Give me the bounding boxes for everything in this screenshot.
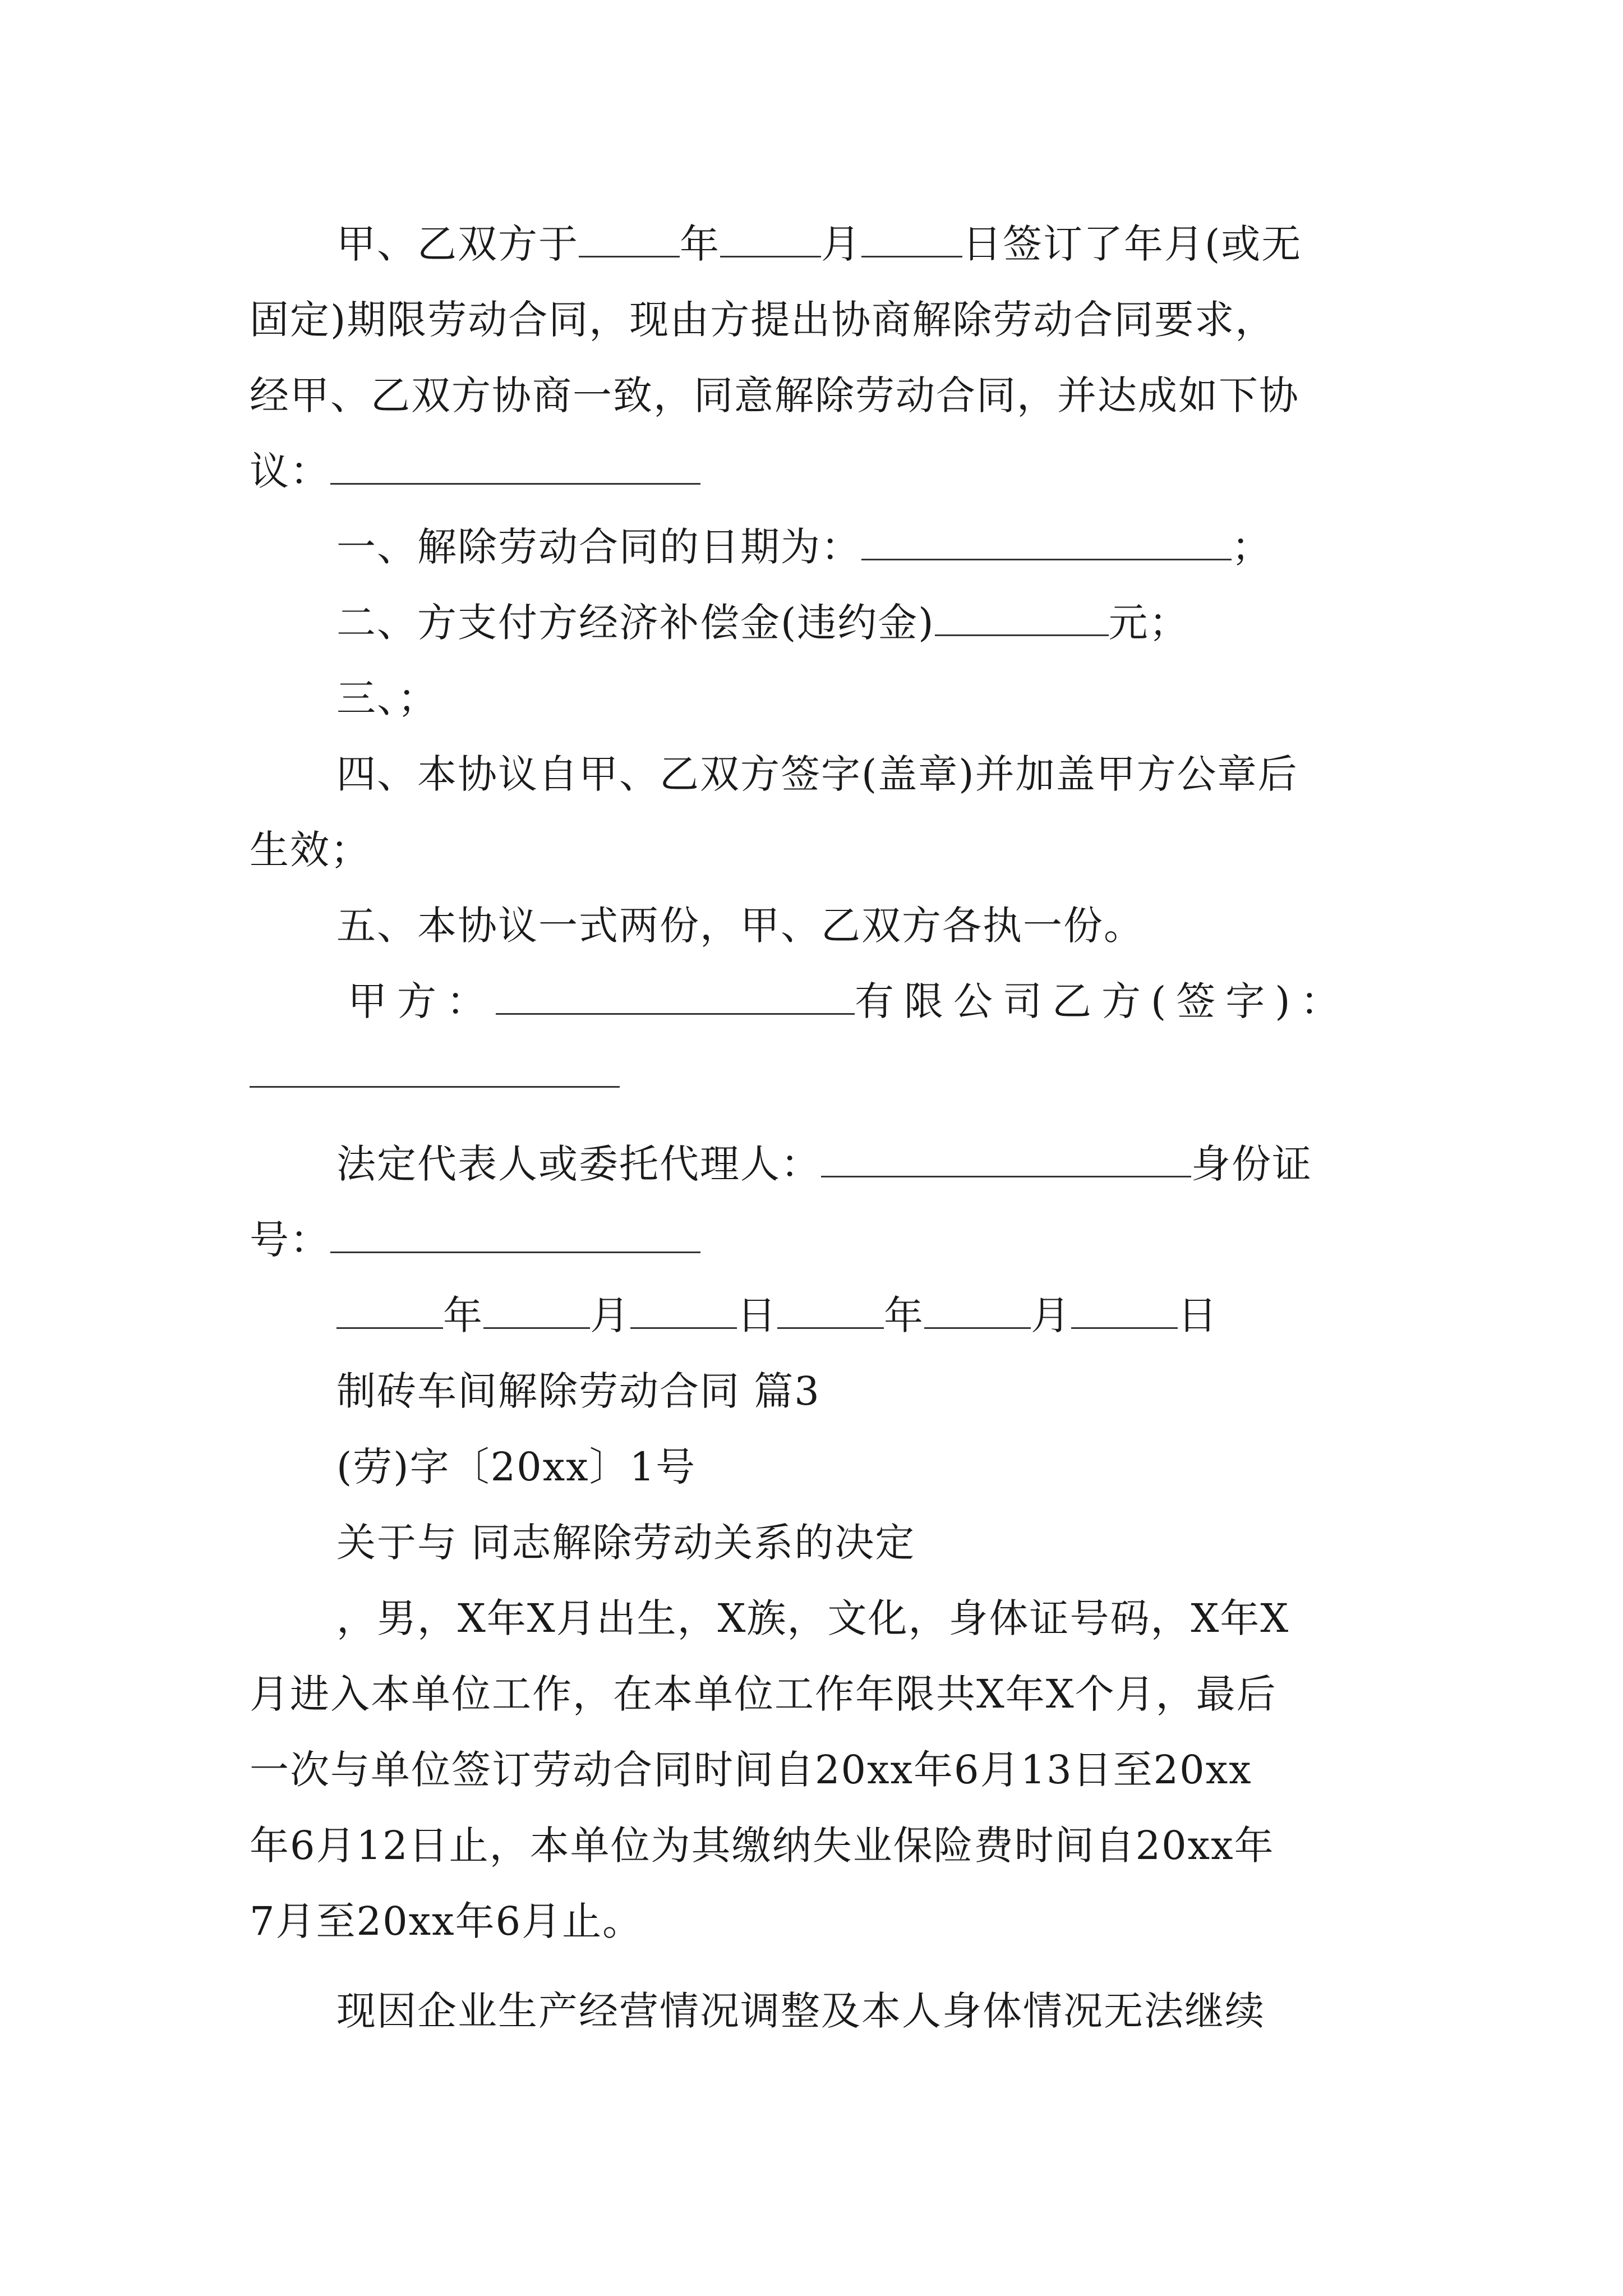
text: 月	[1031, 1292, 1071, 1338]
item-4-cont: 生效；	[250, 827, 371, 873]
text: 日	[1178, 1292, 1218, 1338]
paragraph-line	[336, 219, 1302, 269]
blank-line	[330, 1218, 700, 1253]
blank-line	[935, 601, 1109, 636]
blank-line	[821, 1142, 1191, 1177]
text: 法定代表人或委托代理人：	[336, 1141, 821, 1187]
blank-line	[250, 1064, 620, 1088]
body-line: ，男，X年X月出生，X族，文化，身体证号码，X年X	[336, 1595, 1290, 1641]
text: 议：	[250, 448, 330, 494]
blank-line	[579, 222, 680, 257]
paragraph-line: 经甲、乙双方协商一致，同意解除劳动合同，并达成如下协	[250, 372, 1299, 418]
blank-line	[483, 1294, 590, 1329]
blank-line	[924, 1294, 1031, 1329]
text: 年	[884, 1292, 924, 1338]
text: 月	[821, 221, 861, 267]
text: 日	[737, 1292, 777, 1338]
item-4: 四、本协议自甲、乙双方签字(盖章)并加盖甲方公章后	[336, 751, 1298, 797]
text: ；	[1232, 524, 1272, 570]
blank-line	[630, 1294, 737, 1329]
item-2	[336, 597, 1189, 648]
text: 月	[590, 1292, 630, 1338]
blank-line	[1071, 1294, 1178, 1329]
document-number: (劳)字〔20xx〕1号	[336, 1444, 697, 1490]
paragraph-line	[250, 446, 700, 496]
id-line	[250, 1214, 700, 1265]
blank-line	[336, 1294, 443, 1329]
text: 一、解除劳动合同的日期为：	[336, 524, 861, 570]
item-3: 三、；	[336, 675, 438, 721]
paragraph-line: 固定)期限劳动合同，现由方提出协商解除劳动合同要求，	[250, 297, 1276, 343]
blank-line	[861, 222, 962, 257]
blank-line	[330, 449, 700, 485]
section-heading: 制砖车间解除劳动合同 篇3	[336, 1368, 820, 1414]
blank-line	[720, 222, 821, 257]
text: 甲方：	[348, 978, 496, 1024]
text: 身份证	[1191, 1141, 1312, 1187]
text: 元；	[1108, 600, 1189, 646]
item-5: 五、本协议一式两份，甲、乙双方各执一份。	[336, 903, 1144, 949]
signature-line-cont	[250, 1049, 620, 1099]
item-1	[336, 522, 1272, 572]
text: 日签订了年月(或无	[962, 221, 1302, 267]
body-line: 现因企业生产经营情况调整及本人身体情况无法继续	[336, 1988, 1265, 2034]
text: 年	[443, 1292, 483, 1338]
text: 号：	[250, 1217, 330, 1263]
body-line: 年6月12日止，本单位为其缴纳失业保险费时间自20xx年	[250, 1823, 1275, 1869]
text: 甲、乙双方于	[336, 221, 579, 267]
decision-title: 关于与 同志解除劳动关系的决定	[336, 1520, 916, 1566]
date-line	[336, 1290, 1218, 1341]
signature-line	[348, 976, 1350, 1027]
body-line: 7月至20xx年6月止。	[250, 1898, 643, 1944]
blank-line	[777, 1294, 884, 1329]
representative-line	[336, 1139, 1312, 1189]
text: 二、方支付方经济补偿金(违约金)	[336, 600, 935, 646]
body-line: 一次与单位签订劳动合同时间自20xx年6月13日至20xx	[250, 1747, 1252, 1793]
blank-line	[496, 979, 855, 1015]
text: 年	[680, 221, 720, 267]
body-line: 月进入本单位工作，在本单位工作年限共X年X个月，最后	[250, 1671, 1277, 1717]
text: 有限公司乙方(签字)：	[855, 978, 1350, 1024]
blank-line	[861, 525, 1232, 560]
